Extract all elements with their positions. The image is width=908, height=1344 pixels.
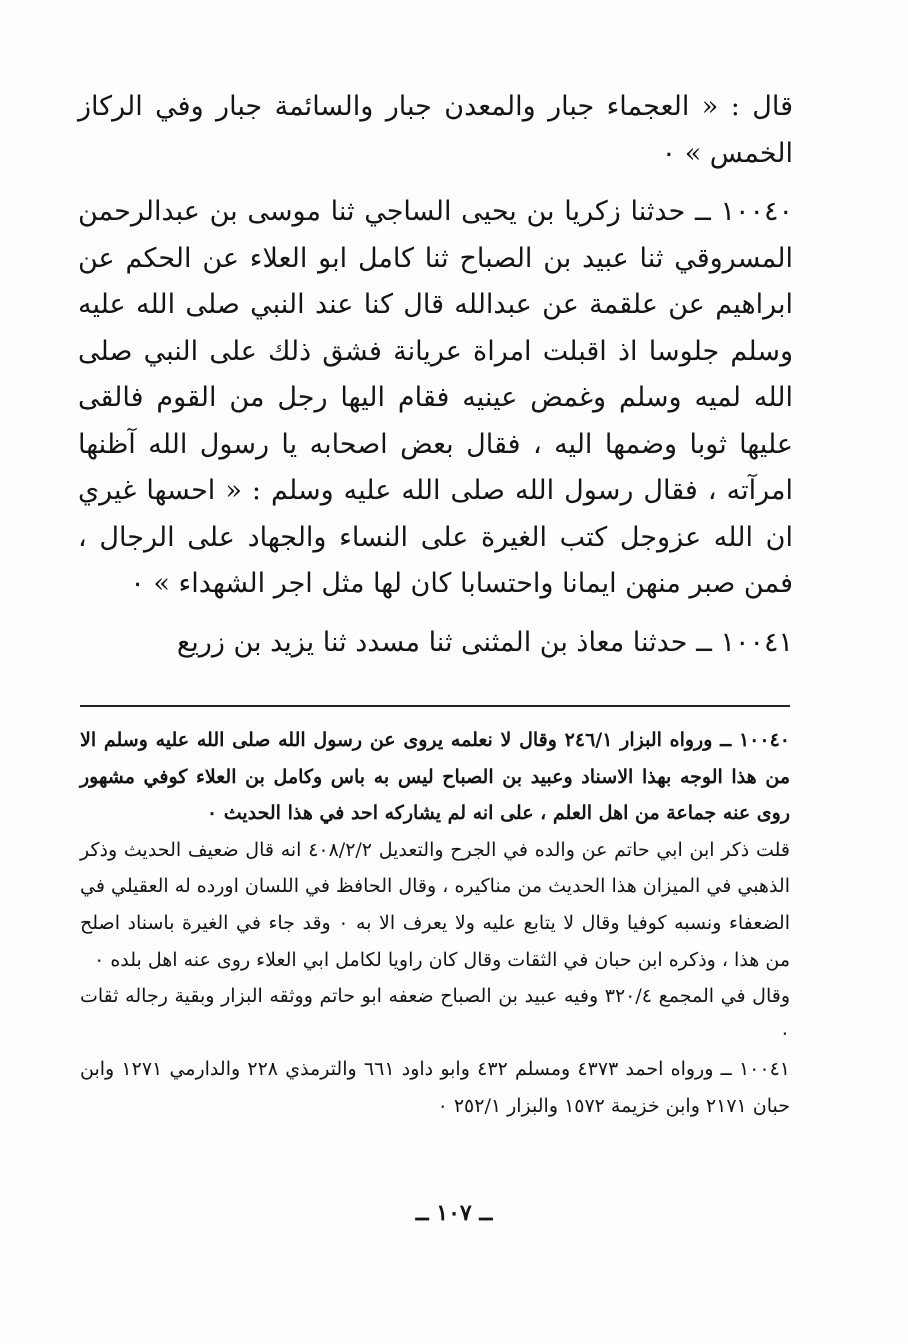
paragraph-gap <box>78 177 793 189</box>
page-number: ــ ١٠٧ ــ <box>415 1200 493 1226</box>
paragraph-gap <box>78 608 793 620</box>
footnote-divider <box>80 705 790 707</box>
main-paragraph-1: قال : « العجماء جبار والمعدن جبار والسائمة جبار وفي الركاز الخمس » ٠ <box>78 91 793 169</box>
footnote-comment: قلت ذكر ابن ابي حاتم عن والده في الجرح والتعديل ٤٠٨/٢/٢ انه قال ضعيف الحديث وذكر الذهبي في الميزان هذا الحديث من مناكيره ، وقال الحافظ في اللسان اورده له العقيلي في الضعفاء ونسبه كوفيا وقال لا يتابع عليه ولا يعرف الا به ٠ وقد جاء في الغيرة باسناد اصلح من هذا ، وذكره ابن حبان في الثقات وقال كان راويا لكامل ابي العلاء روى عنه اهل بلده ٠ <box>80 838 790 971</box>
footnote-majma: وقال في المجمع ٣٢٠/٤ وفيه عبيد بن الصباح ضعفه ابو حاتم ووثقه البزار وبقية رجاله ثقات ٠ <box>80 985 790 1044</box>
footnote-10041: ١٠٠٤١ ــ ورواه احمد ٤٣٧٣ ومسلم ٤٣٢ وابو داود ٦٦١ والترمذي ٢٢٨ والدارمي ١٢٧١ وابن حبان ٢١٧١ وابن خزيمة ١٥٧٢ والبزار ٢٥٢/١ ٠ <box>80 1058 790 1117</box>
main-text <box>78 84 793 666</box>
footnotes <box>80 722 790 1125</box>
hadith-10041: ١٠٠٤١ ــ حدثنا معاذ بن المثنى ثنا مسدد ثنا يزيد بن زريع <box>176 626 793 658</box>
hadith-10040: ١٠٠٤٠ ــ حدثنا زكريا بن يحيى الساجي ثنا موسى بن عبدالرحمن المسروقي ثنا عبيد بن الصباح ثنا كامل ابو العلاء عن الحكم عن ابراهيم عن علقمة عن عبدالله قال كنا عند النبي صلى الله عليه وسلم جلوسا اذ اقبلت امراة عريانة فشق ذلك على النبي صلى الله لميه وسلم وغمض عينيه فقام اليها رجل من القوم فالقى عليها ثوبا وضمها اليه ، فقال بعض اصحابه يا رسول الله آظنها امرآته ، فقال رسول الله صلى الله عليه وسلم : « احسها غيري ان الله عزوجل كتب الغيرة على النساء والجهاد على الرجال ، فمن صبر منهن ايمانا واحتسابا كان لها مثل اجر الشهداء » ٠ <box>78 196 793 599</box>
footnote-10040: ١٠٠٤٠ ــ ورواه البزار ٢٤٦/١ وقال لا نعلمه يروى عن رسول الله صلى الله عليه وسلم الا من هذا الوجه بهذا الاسناد وعبيد بن الصباح ليس به باس وكامل بن العلاء كوفي مشهور روى عنه جماعة من اهل العلم ، على انه لم يشاركه احد في هذا الحديث ٠ <box>80 729 790 825</box>
